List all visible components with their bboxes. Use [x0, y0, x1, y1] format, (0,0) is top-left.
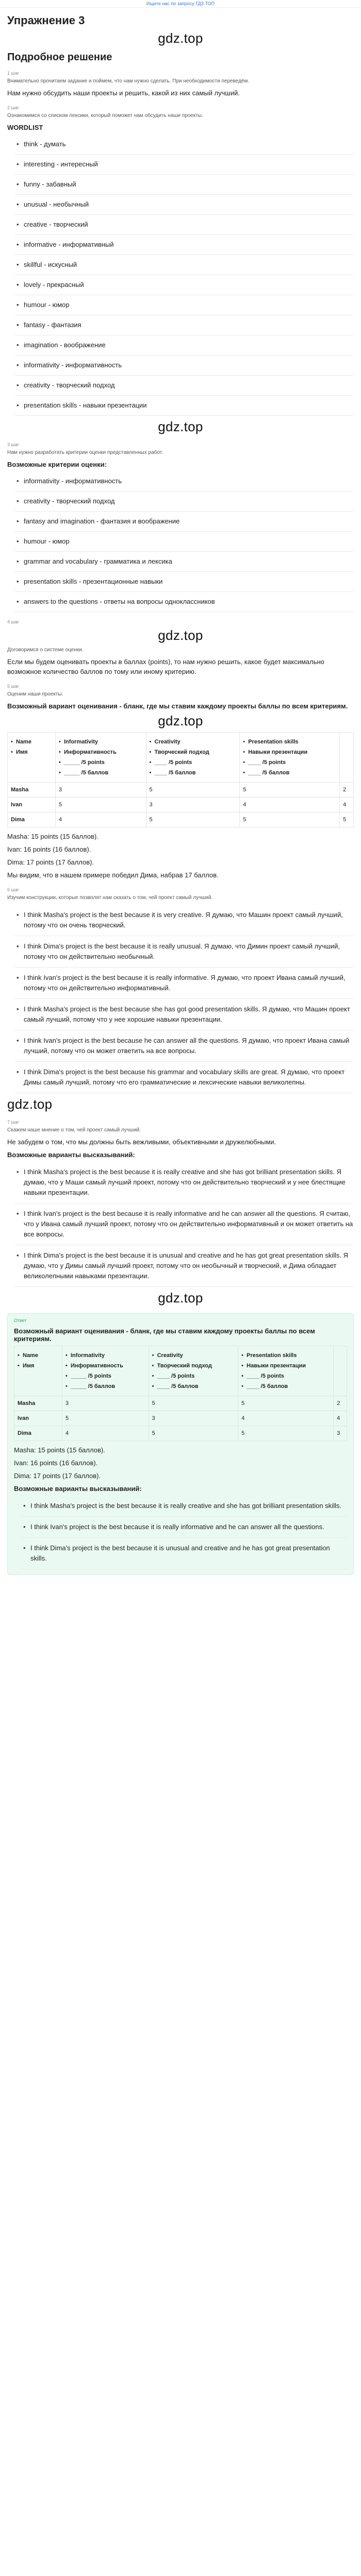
- table-header: [340, 733, 354, 783]
- content: [0, 8, 361, 1575]
- step-instruction: Нам нужно разработать критерии оценки представленных работ.: [7, 450, 163, 455]
- table-header: [146, 733, 240, 783]
- wordlist-heading: WORDLIST: [7, 124, 43, 131]
- list-item: • imagination - воображение: [14, 335, 354, 355]
- top-search-hint[interactable]: Ищите нас по запросу ГДЗ ТОП: [0, 0, 361, 8]
- step-instruction: Скажем наше мнение о том, чей проект самый лучший.: [7, 1127, 141, 1133]
- answer-table: [14, 1346, 347, 1441]
- watermark: gdz.top: [158, 30, 203, 46]
- step-label: 6 шаг: [7, 887, 20, 892]
- table-cell: 5: [146, 812, 240, 827]
- table-header: [334, 1346, 347, 1396]
- list-item: • informative - информативный: [14, 235, 354, 255]
- statements-list: [14, 1162, 354, 1287]
- step-text: Нам нужно обсудить наши проекты и решить, какой из них самый лучший.: [7, 89, 240, 97]
- table-cell: • Имя: [11, 747, 52, 757]
- table-row: [8, 798, 354, 812]
- list-item: • skillful - искусный: [14, 255, 354, 275]
- total-line: Dima: 17 points (17 баллов).: [14, 1472, 101, 1480]
- list-item: • I think Ivan's project is the best because he can answer all the questions. Я думаю, что проект Ивана самый лучший, потому что он может ответить на все вопросы.: [14, 1030, 354, 1062]
- table-cell: • _____ /5 points: [65, 1371, 145, 1381]
- table-row: [14, 1396, 347, 1411]
- table-cell: • ____ /5 баллов: [152, 1381, 235, 1392]
- answer-label: Ответ: [14, 1318, 27, 1323]
- table-cell: 2: [340, 783, 354, 798]
- table-header: [14, 1346, 62, 1396]
- table-cell: • ____ /5 баллов: [243, 768, 336, 778]
- row-name: Masha: [8, 783, 56, 798]
- table-cell: • ____ /5 points: [241, 1371, 330, 1381]
- table-cell: 5: [56, 798, 146, 812]
- table-header-name: • Presentation skills: [241, 1350, 330, 1361]
- table-header-name: • Informativity: [59, 737, 143, 747]
- table-header: [240, 733, 340, 783]
- table-cell: 5: [238, 1396, 334, 1411]
- list-item: • I think Masha's project is the best because it is very creative. Я думаю, что Машин проект самый лучший, потому что он очень творческий.: [14, 905, 354, 936]
- step-label: 7 шаг: [7, 1120, 20, 1125]
- table-cell: 5: [146, 783, 240, 798]
- table-cell: 3: [56, 783, 146, 798]
- step-label: 2 шаг: [7, 105, 20, 110]
- table-cell: 5: [240, 783, 340, 798]
- list-item: • lovely - прекрасный: [14, 275, 354, 295]
- list-item: • interesting - интересный: [14, 155, 354, 175]
- total-line: Ivan: 16 points (16 баллов).: [7, 845, 91, 853]
- phrases-list: [14, 905, 354, 1093]
- step-instruction: Договоримся о системе оценки.: [7, 647, 84, 653]
- evaluation-heading: Возможный вариант оценивания - бланк, где мы ставим каждому проекты баллы по всем критериям.: [7, 702, 348, 710]
- table-cell: • Навыки презентации: [243, 747, 336, 757]
- conclusion: Мы видим, что в нашем примере победил Дима, набрав 17 баллов.: [7, 871, 219, 879]
- row-name: Masha: [14, 1396, 62, 1411]
- step-label: 1 шаг: [7, 71, 20, 76]
- answer-statements-list: [21, 1496, 347, 1569]
- table-header-name: • Name: [18, 1350, 59, 1361]
- criteria-heading: Возможные критерии оценки:: [7, 461, 107, 468]
- table-cell: 5: [340, 812, 354, 827]
- row-name: Dima: [14, 1426, 62, 1441]
- step-instruction: Оценим наши проекты.: [7, 691, 63, 697]
- table-cell: • ____ /5 баллов: [241, 1381, 330, 1392]
- list-item: • informativity - информативность: [14, 355, 354, 376]
- list-item: • presentation skills - навыки презентации: [14, 396, 354, 416]
- list-item: • creativity - творческий подход: [14, 376, 354, 396]
- watermark: gdz.top: [158, 1290, 203, 1306]
- table-cell: 5: [62, 1411, 149, 1426]
- table-header-name: • Creativity: [152, 1350, 235, 1361]
- answer-box: [7, 1313, 354, 1575]
- table-cell: 5: [240, 812, 340, 827]
- table-cell: 4: [240, 798, 340, 812]
- table-cell: • Имя: [18, 1361, 59, 1371]
- table-cell: 5: [149, 1426, 238, 1441]
- list-item: • funny - забавный: [14, 175, 354, 195]
- table-row: [14, 1426, 347, 1441]
- table-cell: • Творческий подход: [152, 1361, 235, 1371]
- step-label: 5 шаг: [7, 684, 20, 689]
- table-row: [8, 812, 354, 827]
- solution-title: Подробное решение: [7, 52, 112, 63]
- list-item: • I think Ivan's project is the best because it is really informative and he can answer all the questions.: [21, 1517, 347, 1538]
- table-header-row: [8, 733, 354, 783]
- watermark: gdz.top: [158, 628, 203, 643]
- table-cell: • Творческий подход: [150, 747, 237, 757]
- table-cell: 5: [149, 1396, 238, 1411]
- row-name: Ivan: [14, 1411, 62, 1426]
- list-item: • informativity - информативность: [14, 471, 354, 492]
- table-cell: • ____ /5 points: [150, 757, 237, 768]
- table-row: [8, 783, 354, 798]
- table-cell: 3: [146, 798, 240, 812]
- table-cell: 2: [334, 1396, 347, 1411]
- table-header: [238, 1346, 334, 1396]
- list-item: • I think Ivan's project is the best because it is really informative. Я думаю, что проект Ивана самый лучший, потому что он действительно информативный.: [14, 968, 354, 999]
- total-line: Dima: 17 points (17 баллов).: [7, 858, 94, 866]
- table-cell: 5: [238, 1426, 334, 1441]
- answer-statements-heading: Возможные варианты высказываний:: [14, 1485, 142, 1493]
- list-item: • fantasy and imagination - фантазия и воображение: [14, 512, 354, 532]
- table-header-name: • Name: [11, 737, 52, 747]
- list-item: • humour - юмор: [14, 532, 354, 552]
- step-instruction: Внимательно прочитаем задание и поймем, что нам нужно сделать. При необходимости переведём.: [7, 78, 250, 84]
- criteria-list: [14, 471, 354, 612]
- list-item: • creative - творческий: [14, 215, 354, 235]
- table-cell: • _____ /5 баллов: [65, 1381, 145, 1392]
- evaluation-table: [7, 732, 354, 827]
- row-name: Ivan: [8, 798, 56, 812]
- list-item: • think - думать: [14, 134, 354, 155]
- table-cell: • ____ /5 points: [152, 1371, 235, 1381]
- table-cell: • Информативность: [59, 747, 143, 757]
- watermark: gdz.top: [158, 713, 203, 728]
- step-label: 4 шаг: [7, 619, 20, 624]
- step-text: Если мы будем оценивать проекты в баллах (points), то нам нужно решить, какое будет максимально возможное количество баллов по тому или иному критерию.: [7, 658, 324, 675]
- list-item: • humour - юмор: [14, 295, 354, 315]
- step-instruction: Изучим конструкции, которые позволят нам сказать о том, чей проект самый лучший.: [7, 895, 213, 901]
- list-item: • I think Dima's project is the best because it is unusual and creative and he has got great presentation skills.: [21, 1538, 347, 1569]
- list-item: • I think Masha's project is the best because it is really creative and she has got brilliant presentation skills. Я думаю, что у Маши самый лучший проект, потому что он действительно творческий и у нее блестящие навыки презентации.: [14, 1162, 354, 1204]
- list-item: • I think Dima's project is the best because it is unusual and creative and he has got great presentation skills. Я думаю, что у Димы самый лучший проект, потому что он необычный и творческий, и Дима обладает великолепными навыками презентации.: [14, 1245, 354, 1287]
- list-item: • I think Masha's project is the best because she has got good presentation skills. Я думаю, что Машин проект самый лучший, потому что у нее хорошие навыки презентации.: [14, 999, 354, 1030]
- list-item: • I think Dima's project is the best because his grammar and vocabulary skills are great. Я думаю, что проект Димы самый лучший, потому что его грамматические и лексические навыки великолепны.: [14, 1062, 354, 1093]
- total-line: Ivan: 16 points (16 баллов).: [14, 1459, 98, 1467]
- list-item: • I think Dima's project is the best because it is really unusual. Я думаю, что Димин проект самый лучший, потому что он действительно необычный.: [14, 936, 354, 968]
- list-item: • unusual - необычный: [14, 195, 354, 215]
- list-item: • fantasy - фантазия: [14, 315, 354, 335]
- exercise-title: Упражнение 3: [7, 14, 85, 27]
- statements-heading: Возможные варианты высказываний:: [7, 1151, 135, 1159]
- table-row: [14, 1411, 347, 1426]
- list-item: • I think Masha's project is the best because it is really creative and she has got brilliant presentation skills.: [21, 1496, 347, 1517]
- row-name: Dima: [8, 812, 56, 827]
- list-item: • I think Ivan's project is the best because it is really informative and he can answer all the questions. Я считаю, что у Ивана самый лучший проект, потому что он действительно информативный и он может ответить на все вопросы.: [14, 1204, 354, 1245]
- table-cell: • ____ /5 баллов: [150, 768, 237, 778]
- table-cell: 4: [334, 1411, 347, 1426]
- table-cell: • ____ /5 points: [243, 757, 336, 768]
- total-line: Masha: 15 points (15 баллов).: [14, 1446, 105, 1454]
- list-item: • presentation skills - презентационные навыки: [14, 572, 354, 592]
- table-cell: • _____ /5 баллов: [59, 768, 143, 778]
- table-header-row: [14, 1346, 347, 1396]
- watermark: gdz.top: [7, 1096, 53, 1112]
- step-label: 3 шаг: [7, 442, 20, 447]
- total-line: Masha: 15 points (15 баллов).: [7, 833, 99, 840]
- table-cell: 4: [340, 798, 354, 812]
- step-instruction: Ознакомимся со списком лексики, который поможет нам обсудить наши проекты.: [7, 113, 203, 118]
- table-header: [149, 1346, 238, 1396]
- table-header-name: • Informativity: [65, 1350, 145, 1361]
- wordlist: [14, 134, 354, 416]
- step-text: Не забудем о том, что мы должны быть вежливыми, объективными и дружелюбными.: [7, 1138, 276, 1146]
- table-cell: 3: [149, 1411, 238, 1426]
- answer-heading: Возможный вариант оценивания - бланк, где мы ставим каждому проекты баллы по всем критериям.: [14, 1327, 315, 1343]
- table-cell: 4: [62, 1426, 149, 1441]
- list-item: • creativity - творческий подход: [14, 492, 354, 512]
- table-cell: • _____ /5 points: [59, 757, 143, 768]
- table-header-name: • Presentation skills: [243, 737, 336, 747]
- list-item: • answers to the questions - ответы на вопросы одноклассников: [14, 592, 354, 612]
- table-header: [56, 733, 146, 783]
- table-header: [62, 1346, 149, 1396]
- table-cell: • Навыки презентации: [241, 1361, 330, 1371]
- table-cell: 4: [56, 812, 146, 827]
- table-header: [8, 733, 56, 783]
- watermark: gdz.top: [158, 419, 203, 434]
- table-cell: • Информативность: [65, 1361, 145, 1371]
- table-cell: 3: [62, 1396, 149, 1411]
- table-header-name: • Creativity: [150, 737, 237, 747]
- table-cell: 4: [238, 1411, 334, 1426]
- list-item: • grammar and vocabulary - грамматика и лексика: [14, 552, 354, 572]
- table-cell: 3: [334, 1426, 347, 1441]
